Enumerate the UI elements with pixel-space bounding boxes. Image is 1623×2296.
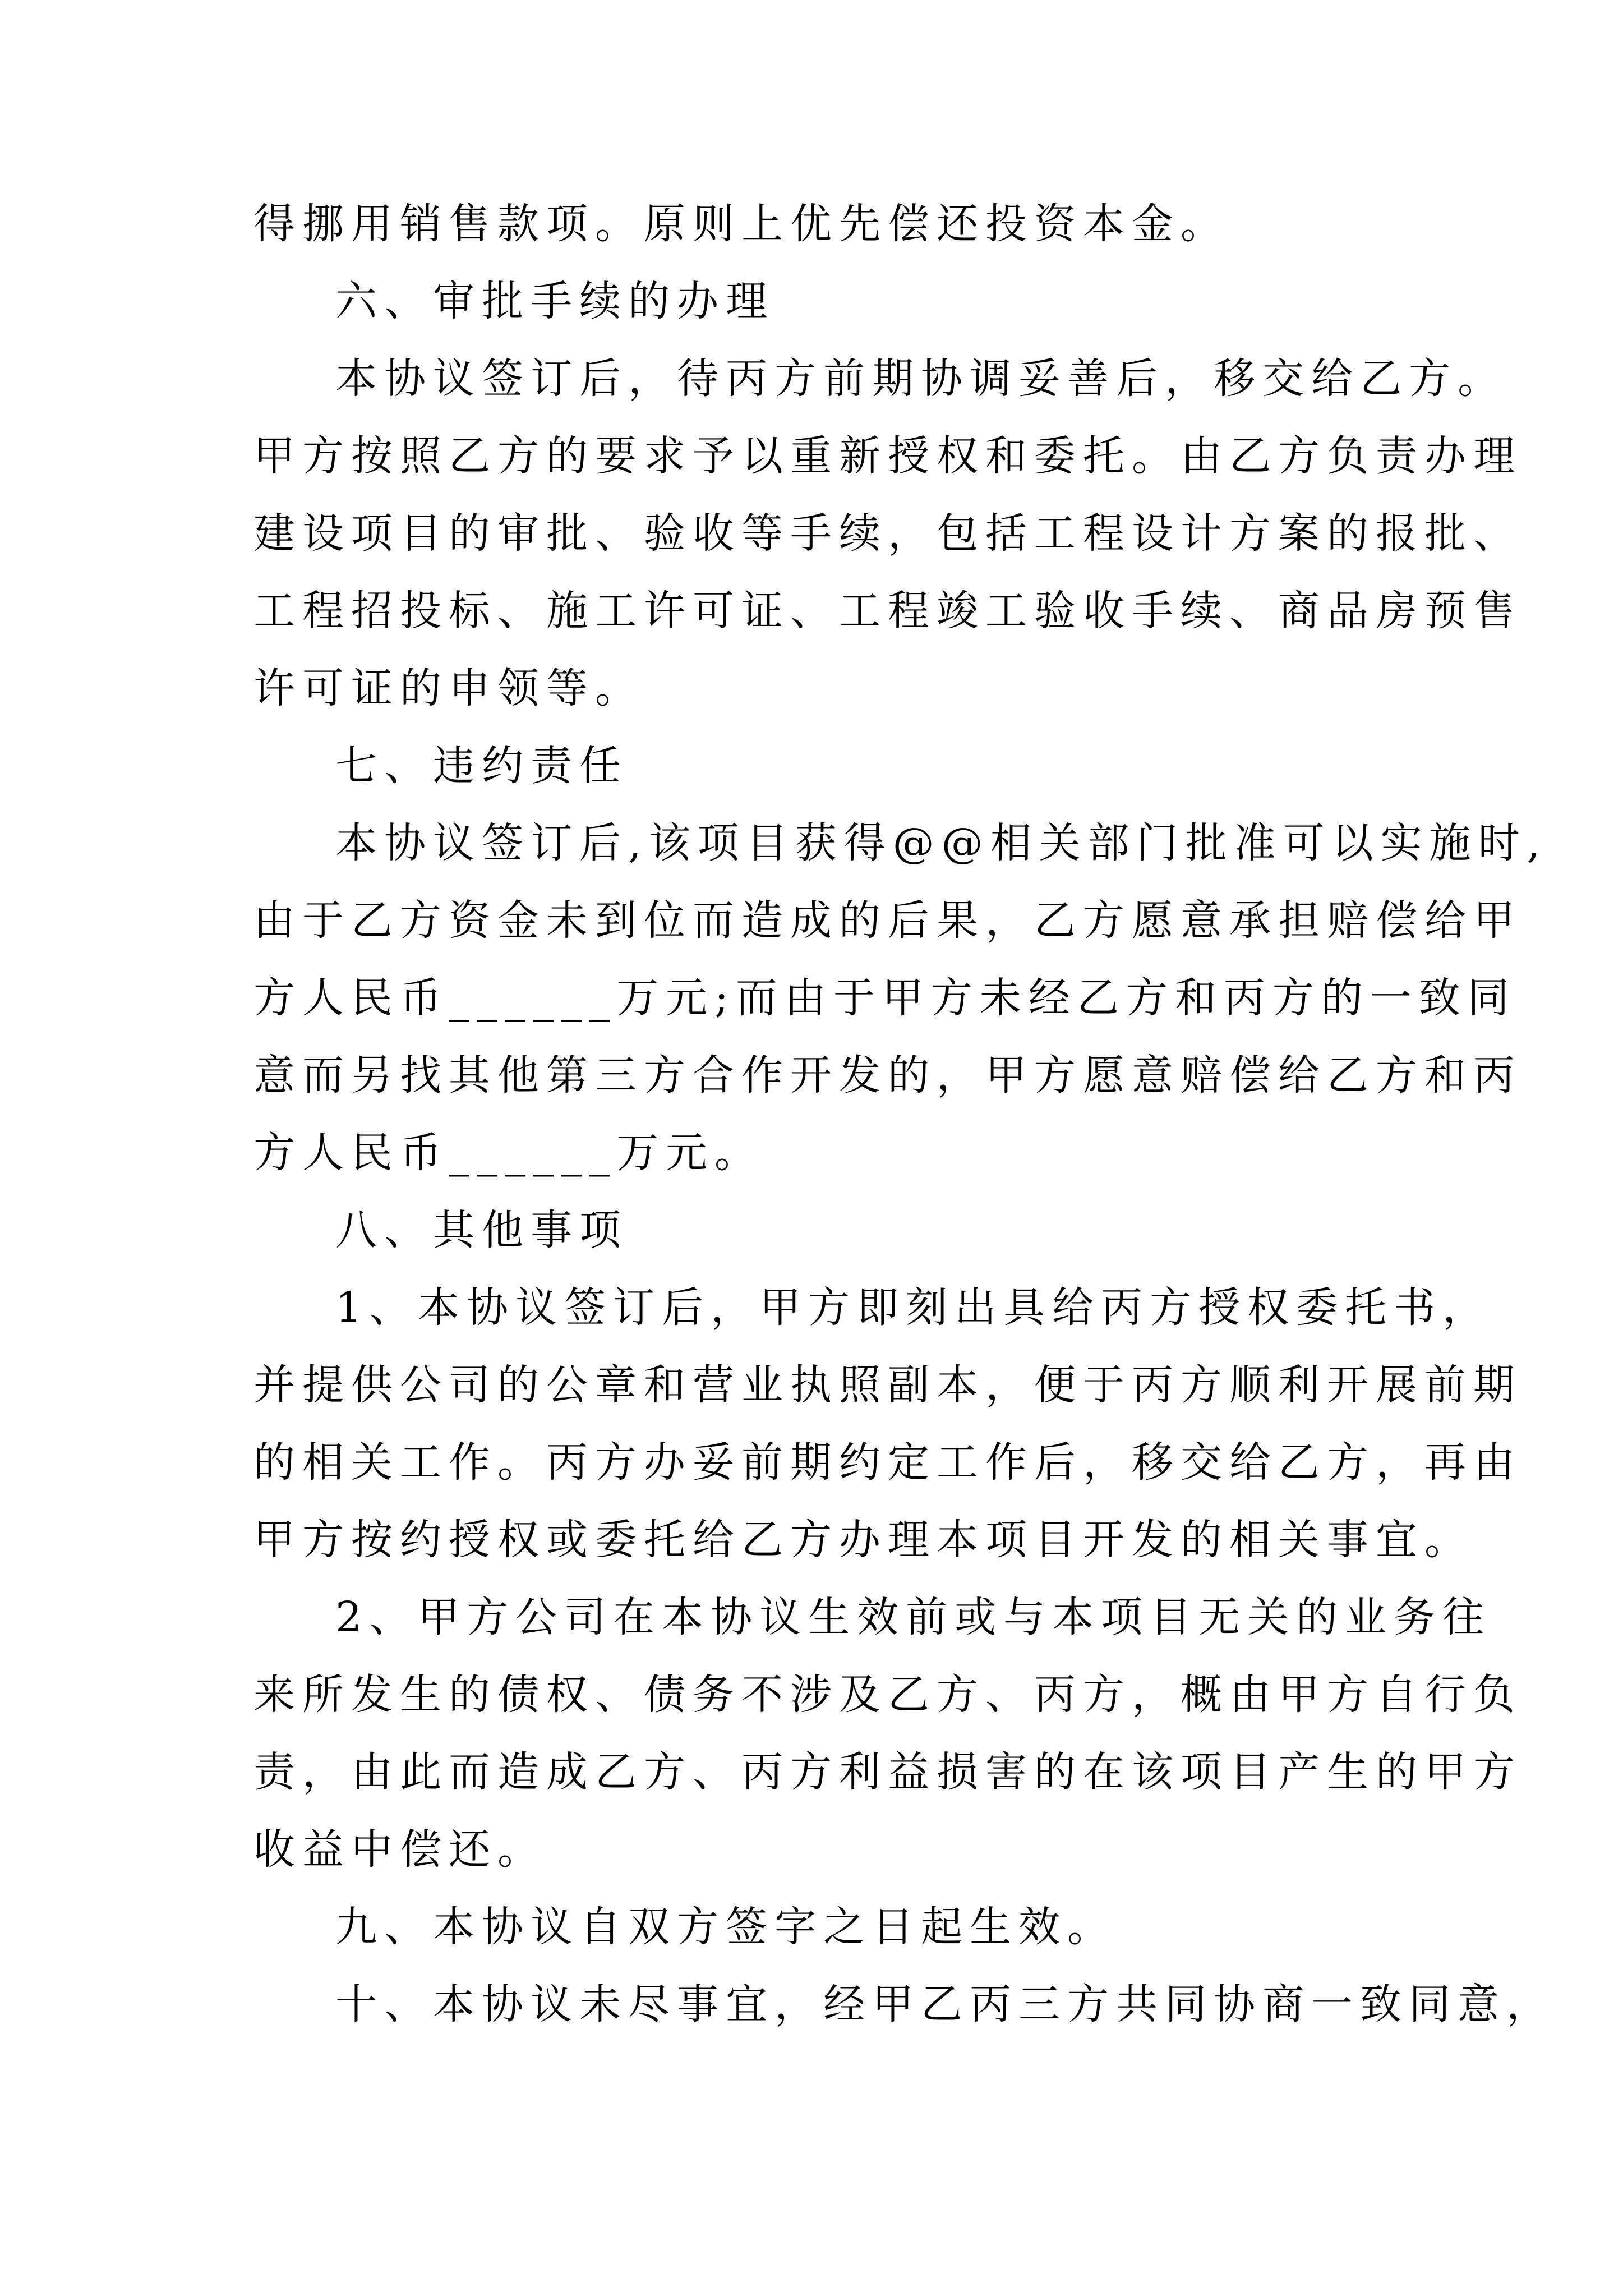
paragraph bbox=[253, 340, 1522, 727]
text-line: 的相关工作。丙方办妥前期约定工作后，移交给乙方，再由 bbox=[253, 1438, 1522, 1487]
text-line: 本协议签订后，待丙方前期协调妥善后，移交给乙方。 bbox=[253, 355, 1507, 403]
text-line: 许可证的申领等。 bbox=[253, 664, 644, 712]
document-body bbox=[253, 185, 1556, 2043]
text-line: 收益中偿还。 bbox=[253, 1825, 546, 1874]
text-line: 本协议签订后,该项目获得@@相关部门批准可以实施时, bbox=[253, 819, 1548, 867]
text-line: 九、本协议自双方签字之日起生效。 bbox=[253, 1903, 1117, 1951]
text-line: 十、本协议未尽事宜，经甲乙丙三方共同协商一致同意， bbox=[253, 1980, 1556, 2028]
text-line: 六、审批手续的办理 bbox=[253, 277, 775, 325]
text-line: 甲方按照乙方的要求予以重新授权和委托。由乙方负责办理 bbox=[253, 432, 1522, 480]
paragraph bbox=[253, 1269, 1522, 1579]
paragraph bbox=[253, 804, 1548, 1191]
text-line: 方人民币______万元。 bbox=[253, 1129, 763, 1177]
paragraph bbox=[253, 1966, 1556, 2043]
text-line: 2、甲方公司在本协议生效前或与本项目无关的业务往 bbox=[253, 1593, 1492, 1641]
text-line: 并提供公司的公章和营业执照副本，便于丙方顺利开展前期 bbox=[253, 1361, 1522, 1409]
text-line: 甲方按约授权或委托给乙方办理本项目开发的相关事宜。 bbox=[253, 1516, 1473, 1564]
text-line: 方人民币______万元;而由于甲方未经乙方和丙方的一致同 bbox=[253, 974, 1516, 1022]
text-line: 来所发生的债权、债务不涉及乙方、丙方，概由甲方自行负 bbox=[253, 1671, 1522, 1719]
text-line: 八、其他事项 bbox=[253, 1206, 629, 1254]
text-line: 建设项目的审批、验收等手续，包括工程设计方案的报批、 bbox=[253, 509, 1522, 558]
paragraph bbox=[253, 727, 1375, 804]
text-line: 责，由此而造成乙方、丙方利益损害的在该项目产生的甲方 bbox=[253, 1748, 1522, 1796]
text-line: 七、违约责任 bbox=[253, 742, 629, 790]
text-line: 1、本协议签订后，甲方即刻出具给丙方授权委托书， bbox=[253, 1283, 1492, 1332]
paragraph bbox=[253, 185, 1375, 263]
text-line: 意而另找其他第三方合作开发的，甲方愿意赔偿给乙方和丙 bbox=[253, 1051, 1522, 1099]
text-line: 工程招投标、施工许可证、工程竣工验收手续、商品房预售 bbox=[253, 587, 1522, 635]
paragraph bbox=[253, 1579, 1522, 1888]
text-line: 由于乙方资金未到位而造成的后果，乙方愿意承担赔偿给甲 bbox=[253, 896, 1522, 945]
paragraph bbox=[253, 1191, 1375, 1269]
text-line: 得挪用销售款项。原则上优先偿还投资本金。 bbox=[253, 200, 1229, 248]
paragraph bbox=[253, 263, 1375, 340]
paragraph bbox=[253, 1888, 1375, 1966]
